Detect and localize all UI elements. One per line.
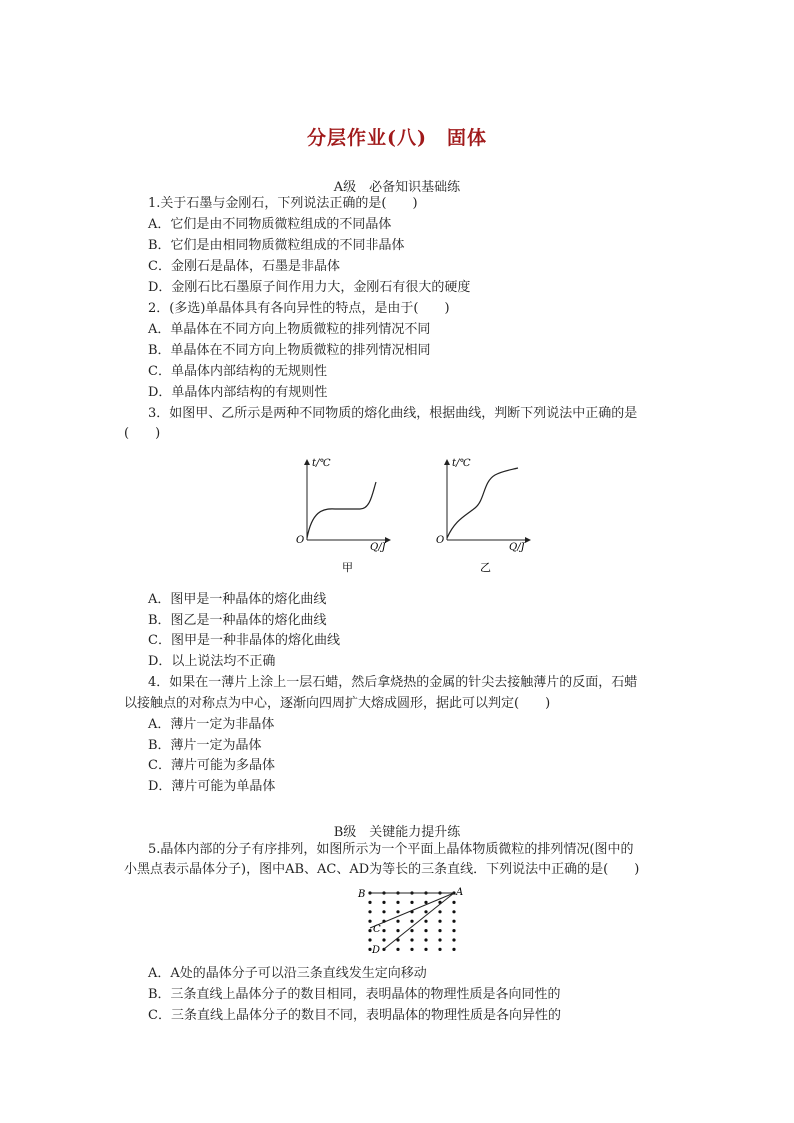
graph-jia-curve bbox=[307, 482, 376, 538]
question-3-option-a: A．图甲是一种晶体的熔化曲线 bbox=[148, 592, 327, 607]
graph-yi-caption: 乙 bbox=[480, 561, 491, 574]
question-4-option-c: C．薄片可能为多晶体 bbox=[148, 758, 275, 773]
question-5-stem-continued: 小黑点表示晶体分子)，图中AB、AC、AD为等长的三条直线．下列说法中正确的是( ) bbox=[124, 862, 640, 877]
lattice-dot bbox=[368, 901, 371, 904]
lattice-dot bbox=[410, 938, 413, 941]
question-4-option-b: B．薄片一定为晶体 bbox=[148, 738, 262, 753]
lattice-dot bbox=[452, 920, 455, 923]
melting-curves-figure bbox=[290, 450, 540, 580]
question-3-option-d: D．以上说法均不正确 bbox=[148, 654, 276, 669]
lattice-dot bbox=[410, 929, 413, 932]
lattice-dot bbox=[368, 920, 371, 923]
lattice-dot bbox=[382, 901, 385, 904]
graph-yi-ylabel: t/℃ bbox=[452, 458, 471, 469]
question-2-option-c: C．单晶体内部结构的无规则性 bbox=[148, 364, 327, 379]
graph-jia-origin: O bbox=[296, 535, 305, 546]
lattice-dot bbox=[424, 910, 427, 913]
question-4-stem: 4．如果在一薄片上涂上一层石蜡，然后拿烧热的金属的针尖去接触薄片的反面，石蜡 bbox=[148, 675, 638, 690]
crystal-lattice-figure bbox=[350, 884, 470, 956]
question-1-option-d: D．金刚石比石墨原子间作用力大，金刚石有很大的硬度 bbox=[148, 280, 471, 295]
graph-yi-xlabel: Q/J bbox=[509, 542, 525, 553]
lattice-dot bbox=[424, 929, 427, 932]
graph-jia bbox=[296, 458, 390, 574]
lattice-dot bbox=[424, 920, 427, 923]
lattice-dot bbox=[368, 938, 371, 941]
lattice-dot bbox=[396, 910, 399, 913]
question-1-stem: 1.关于石墨与金刚石，下列说法正确的是( ) bbox=[148, 196, 418, 211]
question-1-option-a: A．它们是由不同物质微粒组成的不同晶体 bbox=[148, 217, 392, 232]
lattice-dot bbox=[410, 920, 413, 923]
lattice-dot bbox=[438, 938, 441, 941]
lattice-dot bbox=[410, 948, 413, 951]
graph-jia-ylabel: t/℃ bbox=[312, 458, 331, 469]
section-a-heading: A级 必备知识基础练 bbox=[333, 180, 461, 195]
lattice-dot bbox=[452, 929, 455, 932]
question-2-option-b: B．单晶体在不同方向上物质微粒的排列情况相同 bbox=[148, 343, 431, 358]
lattice-dot bbox=[424, 938, 427, 941]
question-2-stem: 2．(多选)单晶体具有各向异性的特点，是由于( ) bbox=[148, 301, 450, 316]
question-3-stem-continued: ( ) bbox=[124, 426, 161, 441]
lattice-dot bbox=[452, 901, 455, 904]
question-4-stem-continued: 以接触点的对称点为中心，逐渐向四周扩大熔成圆形，据此可以判定( ) bbox=[124, 696, 551, 711]
lattice-dot bbox=[424, 901, 427, 904]
lattice-dot bbox=[396, 901, 399, 904]
lattice-dot bbox=[396, 920, 399, 923]
lattice-dot bbox=[452, 938, 455, 941]
graph-yi bbox=[436, 458, 530, 574]
question-2-option-a: A．单晶体在不同方向上物质微粒的排列情况不同 bbox=[148, 322, 431, 337]
question-1-option-b: B．它们是由相同物质微粒组成的不同非晶体 bbox=[148, 238, 405, 253]
lattice-label-c: C bbox=[373, 924, 381, 935]
lattice-dot bbox=[368, 929, 371, 932]
lattice-dot bbox=[438, 920, 441, 923]
lattice-dot bbox=[438, 929, 441, 932]
lattice-dot bbox=[452, 948, 455, 951]
graph-yi-origin: O bbox=[436, 535, 445, 546]
lattice-dot bbox=[382, 929, 385, 932]
question-4-option-a: A．薄片一定为非晶体 bbox=[148, 717, 275, 732]
page-title: 分层作业(八) 固体 bbox=[307, 127, 487, 149]
question-1-option-c: C．金刚石是晶体，石墨是非晶体 bbox=[148, 259, 340, 274]
line-ad bbox=[384, 893, 454, 949]
question-5-option-a: A．A处的晶体分子可以沿三条直线发生定向移动 bbox=[148, 966, 427, 981]
question-4-option-d: D．薄片可能为单晶体 bbox=[148, 779, 276, 794]
lattice-dot bbox=[452, 910, 455, 913]
graph-jia-caption: 甲 bbox=[342, 561, 353, 574]
question-5-option-c: C．三条直线上晶体分子的数目不同，表明晶体的物理性质是各向异性的 bbox=[148, 1008, 561, 1023]
question-3-option-c: C．图甲是一种非晶体的熔化曲线 bbox=[148, 633, 340, 648]
lattice-dot bbox=[438, 910, 441, 913]
lattice-dots bbox=[368, 891, 455, 951]
lattice-dot bbox=[368, 910, 371, 913]
question-3-stem: 3．如图甲、乙所示是两种不同物质的熔化曲线，根据曲线，判断下列说法中正确的是 bbox=[148, 406, 638, 421]
graph-jia-xlabel: Q/J bbox=[370, 542, 386, 553]
lattice-dot bbox=[410, 901, 413, 904]
graph-yi-curve bbox=[447, 468, 518, 538]
lattice-dot bbox=[424, 948, 427, 951]
lattice-dot bbox=[382, 938, 385, 941]
lattice-label-a: A bbox=[456, 887, 464, 898]
question-2-option-d: D．单晶体内部结构的有规则性 bbox=[148, 385, 328, 400]
lattice-label-d: D bbox=[372, 945, 381, 956]
lattice-label-b: B bbox=[358, 889, 366, 900]
lattice-dot bbox=[382, 910, 385, 913]
question-5-option-b: B．三条直线上晶体分子的数目相同，表明晶体的物理性质是各向同性的 bbox=[148, 987, 561, 1002]
section-b-heading: B级 关键能力提升练 bbox=[333, 825, 461, 840]
lattice-dot bbox=[396, 948, 399, 951]
lattice-dot bbox=[438, 948, 441, 951]
lattice-dot bbox=[396, 929, 399, 932]
question-3-option-b: B．图乙是一种晶体的熔化曲线 bbox=[148, 613, 327, 628]
question-5-stem: 5.晶体内部的分子有序排列，如图所示为一个平面上晶体物质微粒的排列情况(图中的 bbox=[148, 842, 634, 857]
